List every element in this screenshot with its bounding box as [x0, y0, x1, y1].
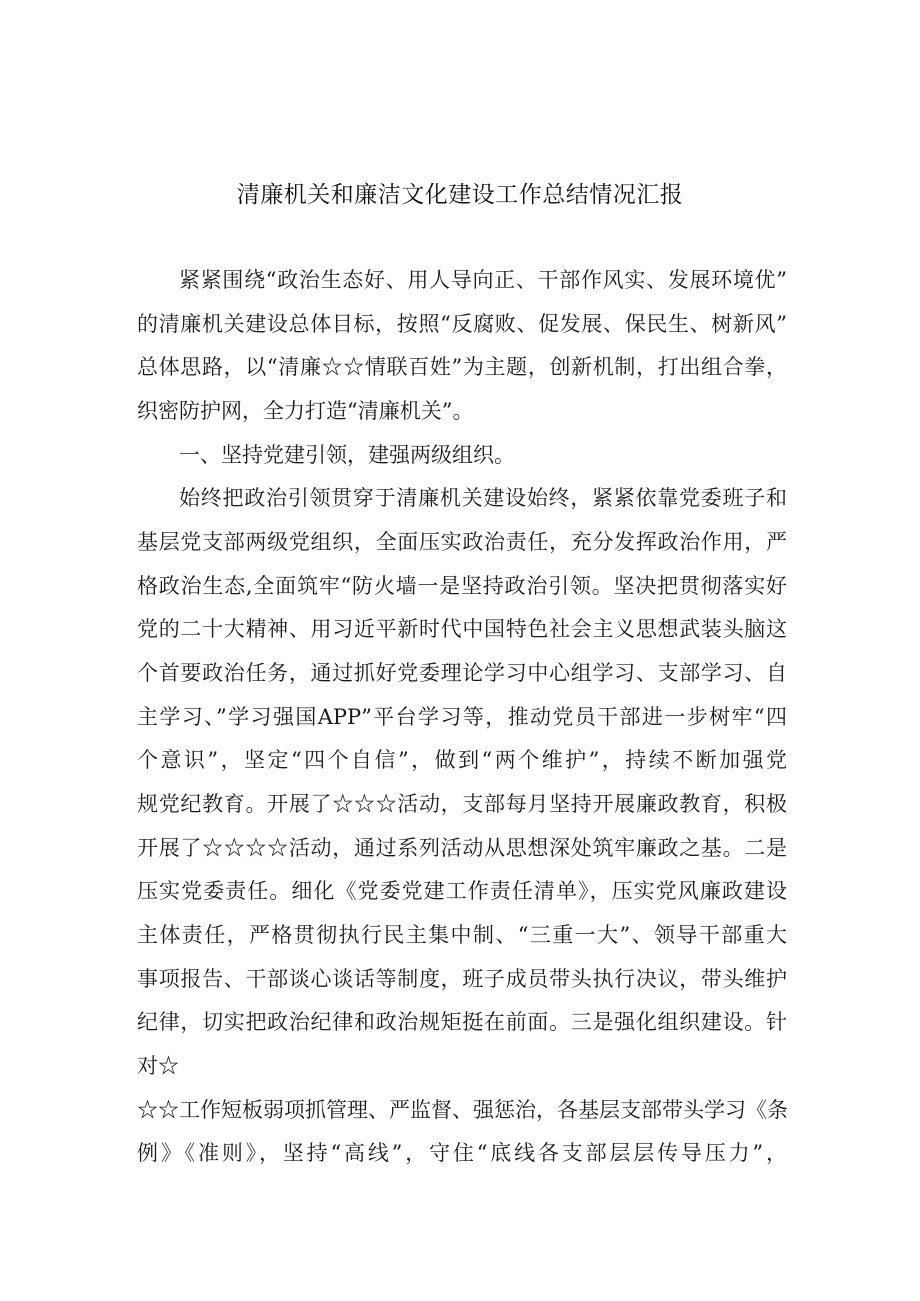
- paragraph-line: 总体思路，以“清廉☆☆情联百姓”为主题，创新机制，打出组合拳，: [137, 355, 787, 379]
- paragraph-line: 格政治生态,全面筑牢“防火墙一是坚持政治引领。坚决把贯彻落实好: [137, 574, 787, 598]
- paragraph-line: 党的二十大精神、用习近平新时代中国特色社会主义思想武装头脑这: [137, 617, 787, 641]
- paragraph-line: 个首要政治任务，通过抓好党委理论学习中心组学习、支部学习、自: [137, 661, 787, 685]
- paragraph-line: 的清廉机关建设总体目标，按照“反腐败、促发展、保民生、树新风”: [137, 312, 787, 336]
- paragraph-line: 始终把政治引领贯穿于清廉机关建设始终，紧紧依靠党委班子和: [179, 486, 787, 510]
- paragraph-line: 规党纪教育。开展了☆☆☆活动，支部每月坚持开展廉政教育，积极: [137, 792, 787, 816]
- paragraph-line: 例》《准则》，坚持“高线”，守住“底线各支部层层传导压力”，: [137, 1141, 787, 1165]
- paragraph-line: 纪律，切实把政治纪律和政治规矩挺在前面。三是强化组织建设。针: [137, 1010, 787, 1034]
- paragraph-line: 事项报告、干部谈心谈话等制度，班子成员带头执行决议，带头维护: [137, 967, 787, 991]
- document-title: 清廉机关和廉洁文化建设工作总结情况汇报: [236, 182, 684, 208]
- paragraph-line: 开展了☆☆☆☆活动，通过系列活动从思想深处筑牢廉政之基。二是: [137, 836, 787, 860]
- paragraph-line: 紧紧围绕“政治生态好、用人导向正、干部作风实、发展环境优”: [179, 268, 787, 292]
- paragraph-line: 对☆: [137, 1054, 179, 1078]
- paragraph-line: 压实党委责任。细化《党委党建工作责任清单》，压实党风廉政建设: [137, 879, 787, 903]
- paragraph-line: 织密防护网，全力打造“清廉机关”。: [137, 399, 474, 423]
- paragraph-line: 主学习、”学习强国APP”平台学习等，推动党员干部进一步树牢“四: [137, 705, 787, 729]
- section-heading: 一、坚持党建引领，建强两级组织。: [179, 443, 515, 467]
- paragraph-line: 个意识”，坚定“四个自信”，做到“两个维护”，持续不断加强党: [137, 748, 787, 772]
- paragraph-line: 主体责任，严格贯彻执行民主集中制、“三重一大”、领导干部重大: [137, 923, 787, 947]
- paragraph-line: 基层党支部两级党组织，全面压实政治责任，充分发挥政治作用，严: [137, 530, 787, 554]
- paragraph-line: ☆☆工作短板弱项抓管理、严监督、强惩治，各基层支部带头学习《条: [137, 1098, 788, 1122]
